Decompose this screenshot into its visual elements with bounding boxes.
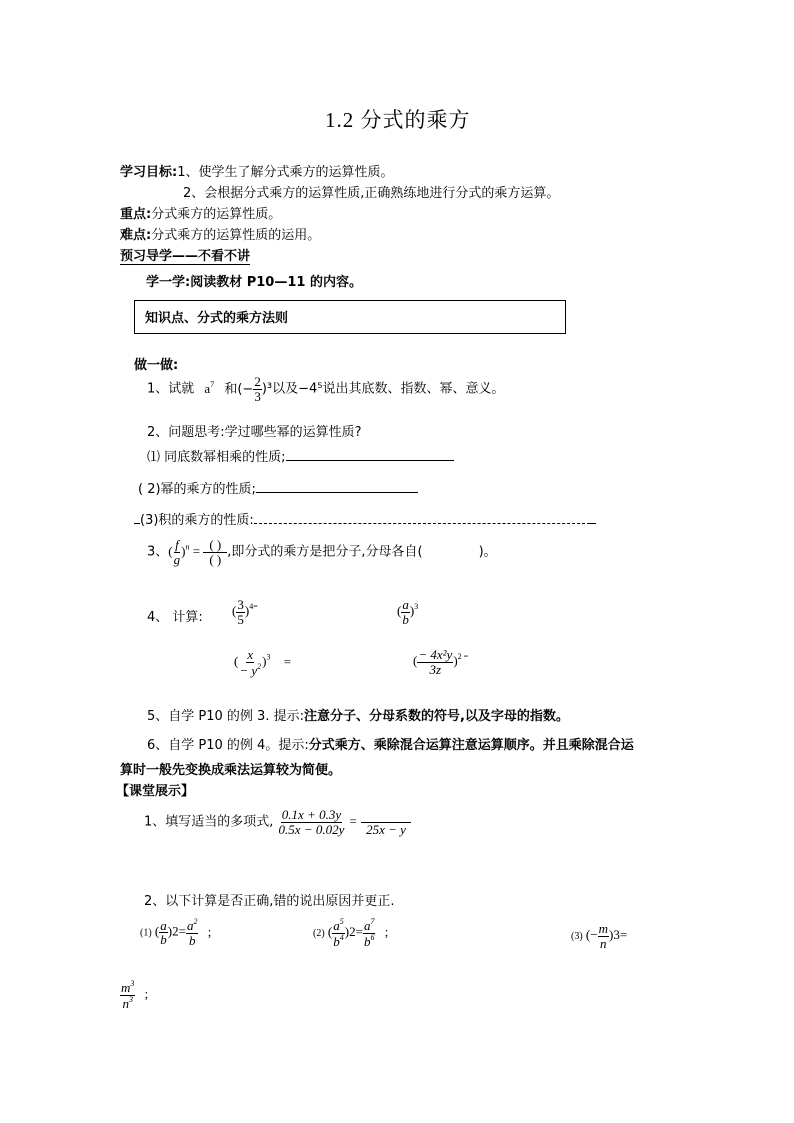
- difficulty: [120, 224, 320, 243]
- q3-fraction: $\frac{f}{g}$: [173, 537, 181, 567]
- objectives-line-1: [120, 161, 393, 180]
- objectives-label: 学习目标:: [120, 165, 178, 180]
- key-point: [120, 203, 281, 222]
- cq1-right-fraction[interactable]: 25x − y: [361, 808, 411, 836]
- difficulty-label: 难点:: [120, 228, 152, 243]
- page-title: 1.2 分式的乘方: [325, 108, 471, 132]
- practice-heading: 做一做:: [134, 358, 179, 373]
- practice-q2b: ( 2)幂的乘方的性质;: [138, 478, 418, 497]
- classroom-heading: 【课堂展示】: [116, 784, 195, 799]
- q4-expr-3: ( $\frac{x}{- y^2}$ )$^3$ =: [234, 647, 292, 678]
- practice-q1: [147, 375, 504, 403]
- q1-base-a: $a^7$: [204, 379, 215, 396]
- objective-1: 1、使学生了解分式乘方的运算性质。: [177, 165, 394, 180]
- difficulty-text: 分式乘方的运算性质的运用。: [151, 228, 321, 243]
- cq2-part-3: (3) (− $\frac{m}{n}$ )3=: [571, 921, 628, 951]
- q4-expr-2: ( $\frac{a}{b}$ )$^3$: [397, 597, 419, 627]
- classroom-q2: 2、以下计算是否正确,错的说出原因并更正.: [144, 894, 395, 909]
- objective-2: 2、会根据分式乘方的运算性质,正确熟练地进行分式的乘方运算。: [183, 186, 560, 201]
- key-point-label: 重点:: [120, 207, 152, 222]
- cq2-part-2: (2) ( $\frac{a^5}{b^4}$ )2= $\frac{a^7}{b^6}$ ;: [313, 917, 389, 949]
- practice-q6: 6、自学 P10 的例 4。提示:分式乘方、乘除混合运算注意运算顺序。并且乘除混合运: [147, 738, 634, 753]
- preview-heading: 预习导学——不看不讲: [120, 245, 250, 265]
- q1-fraction: $\frac{2}{3}$: [254, 374, 261, 404]
- q3-answer-fraction[interactable]: $\frac{( )}{( )}$: [203, 538, 227, 566]
- key-point-text: 分式乘方的运算性质。: [151, 207, 282, 222]
- knowledge-box: [134, 300, 566, 334]
- practice-q4-label: 4、 计算:: [147, 610, 203, 625]
- practice-q2a: ⑴ 同底数幂相乘的性质;: [147, 446, 454, 465]
- q4-expr-4: ( $\frac{\text{− 4x²y}}{3z}$ )$^{2 =}$: [413, 647, 469, 677]
- classroom-q1: 1、填写适当的多项式, $\frac{0.1x + 0.3y}{0.5x - 0.02y}$ = 25x − y: [144, 808, 411, 836]
- q2a-blank[interactable]: [286, 460, 454, 461]
- knowledge-box-label: 知识点、分式的乘方法则: [145, 311, 289, 326]
- q2c-blank[interactable]: [254, 523, 590, 524]
- cq1-left-fraction: $\frac{0.1x + 0.3y}{0.5x - 0.02y}$: [278, 807, 345, 837]
- q4-expr-1: ( $\frac{3}{5}$ )$^{4=}$: [232, 597, 258, 627]
- practice-q6-cont: 算时一般先变换成乘法运算较为简便。: [120, 763, 342, 778]
- practice-q2: 2、问题思考:学过哪些幂的运算性质?: [147, 425, 362, 440]
- q1-and: 和(−: [224, 381, 254, 397]
- practice-q3: 3、( $\frac{f}{g}$ )$^n$ = $\frac{( )}{( )}$ ,即分式的乘方是把分子,分母各自( )。: [147, 537, 497, 567]
- cq2-part-3-result: $\frac{m^3}{n^3}$ ;: [121, 979, 149, 1011]
- practice-q5: 5、自学 P10 的例 3. 提示:注意分子、分母系数的符号,以及字母的指数。: [147, 709, 569, 724]
- cq2-part-1: (1) ( $\frac{a}{b}$ )2= $\frac{a^2}{b}$ ;: [140, 917, 212, 948]
- practice-q2c: (3)积的乘方的性质:: [134, 509, 596, 528]
- q2b-blank[interactable]: [256, 492, 418, 493]
- study-instruction: 学一学:阅读教材 P10—11 的内容。: [146, 275, 362, 290]
- q1-tail: )³以及−4⁵说出其底数、指数、幂、意义。: [261, 381, 505, 397]
- q1-prefix: 1、试就: [147, 381, 195, 397]
